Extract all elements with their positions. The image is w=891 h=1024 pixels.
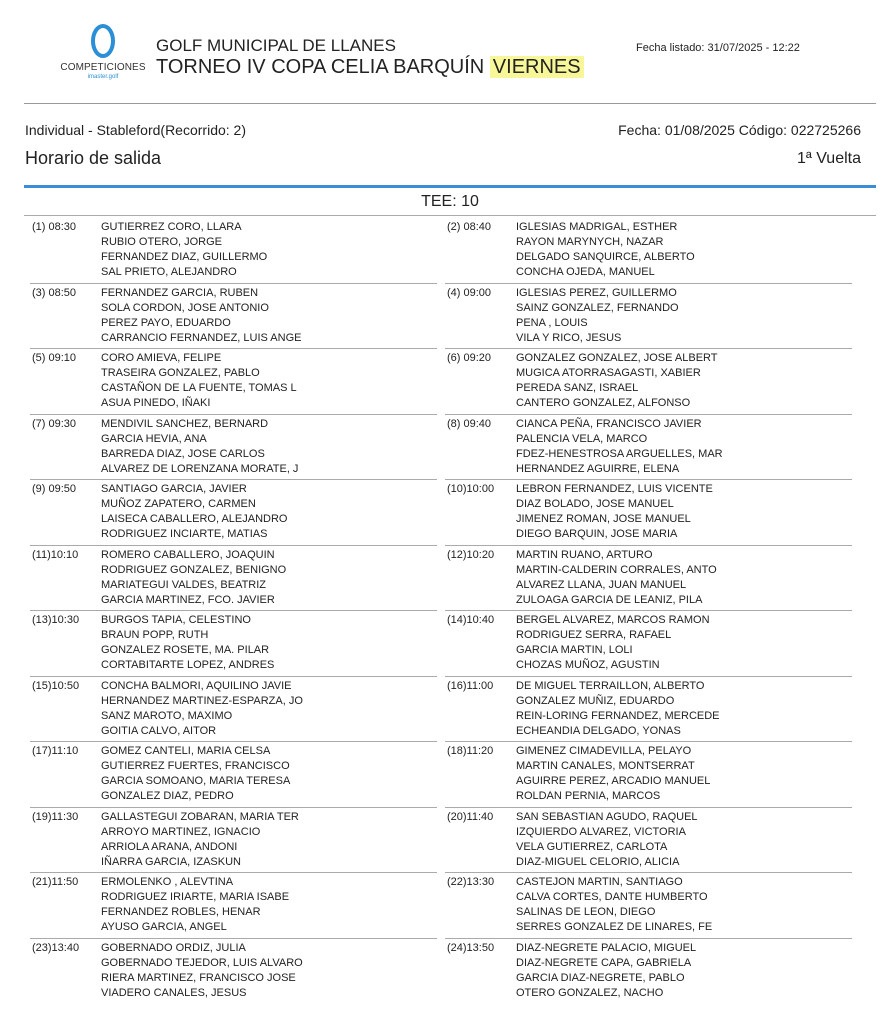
player-name: VIADERO CANALES, JESUS (101, 986, 247, 999)
tee-group (30, 810, 445, 876)
player-name: CONCHA OJEDA, MANUEL (516, 266, 655, 278)
player-name: FERNANDEZ GARCIA, RUBEN (101, 286, 259, 299)
tee-divider (24, 215, 876, 216)
groups-row (30, 286, 860, 352)
date-and-code: Fecha: 01/08/2025 Código: 022725266 (618, 122, 861, 138)
group-players (101, 286, 301, 346)
group-time: (4) 09:00 (447, 286, 492, 299)
player-name: SALINAS DE LEON, DIEGO (516, 906, 656, 918)
player-name: CORTABITARTE LOPEZ, ANDRES (101, 659, 275, 671)
player-name: DE MIGUEL TERRAILLON, ALBERTO (516, 679, 705, 692)
group-time: (10)10:00 (447, 483, 495, 495)
group-players (101, 613, 274, 673)
player-name: ROLDAN PERNIA, MARCOS (516, 790, 661, 802)
player-name: ROMERO CABALLERO, JOAQUIN (101, 548, 275, 561)
tee-group (30, 679, 445, 745)
group-players (516, 482, 713, 542)
group-players (101, 220, 267, 280)
player-name: CASTEJON MARTIN, SANTIAGO (516, 876, 683, 888)
player-name: CANTERO GONZALEZ, ALFONSO (516, 397, 691, 409)
group-time: (1) 08:30 (32, 221, 77, 233)
player-name: GOBERNADO ORDIZ, JULIA (101, 941, 246, 954)
logo-text: COMPETICIONES (60, 62, 146, 73)
player-name: GONZALEZ GONZALEZ, JOSE ALBERT (516, 352, 718, 364)
player-name: MARTIN CANALES, MONTSERRAT (516, 760, 695, 772)
group-divider (30, 676, 437, 677)
groups-row (30, 351, 860, 417)
groups-row (30, 482, 860, 548)
group-time: (12)10:20 (447, 548, 495, 561)
player-name: GOITIA CALVO, AITOR (101, 724, 217, 737)
player-name: AGUIRRE PEREZ, ARCADIO MANUEL (516, 775, 711, 787)
player-name: ARRIOLA ARANA, ANDONI (101, 840, 238, 853)
player-name: RUBIO OTERO, JORGE (101, 236, 223, 248)
player-name: RAYON MARYNYCH, NAZAR (516, 236, 664, 248)
tee-group (445, 875, 860, 941)
group-players (516, 875, 712, 935)
player-name: MENDIVIL SANCHEZ, BERNARD (101, 417, 269, 430)
tee-group (30, 482, 445, 548)
group-time: (16)11:00 (447, 679, 494, 692)
tee-group (30, 613, 445, 679)
tee-group (30, 286, 445, 352)
group-time: (23)13:40 (32, 941, 80, 954)
player-name: VILA Y RICO, JESUS (516, 331, 622, 344)
group-divider (30, 807, 437, 808)
tee-group (30, 417, 445, 483)
group-divider (30, 479, 437, 480)
player-name: OTERO GONZALEZ, NACHO (516, 986, 664, 999)
group-divider (30, 283, 437, 284)
group-divider (445, 676, 852, 677)
group-players (101, 482, 287, 542)
group-players (516, 220, 695, 280)
tee-group (445, 286, 860, 352)
tee-group (445, 810, 860, 876)
groups-row (30, 220, 860, 286)
group-divider (445, 414, 852, 415)
group-time: (11)10:10 (32, 548, 79, 561)
player-name: SERRES GONZALEZ DE LINARES, FE (516, 921, 713, 933)
player-name: CIANCA PEÑA, FRANCISCO JAVIER (516, 417, 702, 430)
tee-label: TEE: 10 (421, 193, 479, 210)
player-name: DIAZ-NEGRETE PALACIO, MIGUEL (516, 941, 697, 954)
groups-row (30, 548, 860, 614)
player-name: ASUA PINEDO, IÑAKI (101, 397, 211, 409)
player-name: BRAUN POPP, RUTH (101, 629, 209, 641)
player-name: SAN SEBASTIAN AGUDO, RAQUEL (516, 810, 698, 823)
group-players (516, 548, 717, 608)
groups-row (30, 875, 860, 941)
player-name: BARREDA DIAZ, JOSE CARLOS (101, 447, 265, 460)
tee-group (30, 875, 445, 941)
group-players (516, 613, 710, 673)
player-name: GONZALEZ DIAZ, PEDRO (101, 790, 234, 802)
group-divider (445, 610, 852, 611)
group-time: (20)11:40 (447, 810, 494, 823)
player-name: DELGADO SANQUIRCE, ALBERTO (516, 251, 695, 263)
group-players (516, 417, 723, 477)
group-divider (30, 348, 437, 349)
group-players (516, 286, 679, 346)
player-name: PENA , LOUIS (516, 316, 588, 329)
player-name: GARCIA SOMOANO, MARIA TERESA (101, 775, 291, 787)
player-name: IÑARRA GARCIA, IZASKUN (101, 855, 241, 868)
player-name: SOLA CORDON, JOSE ANTONIO (101, 301, 269, 314)
group-players (101, 875, 289, 935)
player-name: ALVAREZ DE LORENZANA MORATE, J (101, 462, 299, 475)
group-divider (445, 479, 852, 480)
player-name: REIN-LORING FERNANDEZ, MERCEDE (516, 709, 720, 722)
player-name: GUTIERREZ CORO, LLARA (101, 221, 242, 233)
player-name: LAISECA CABALLERO, ALEJANDRO (101, 513, 288, 525)
groups-row (30, 679, 860, 745)
logo-subtext: imaster.golf (87, 74, 119, 80)
player-name: CASTAÑON DE LA FUENTE, TOMAS L (101, 382, 297, 394)
player-name: AYUSO GARCIA, ANGEL (101, 921, 227, 933)
player-name: IGLESIAS PEREZ, GUILLERMO (516, 286, 677, 299)
tee-group (445, 613, 860, 679)
groups-row (30, 744, 860, 810)
tee-group (445, 351, 860, 417)
group-players (516, 941, 696, 1001)
group-time: (13)10:30 (32, 614, 80, 626)
group-time: (19)11:30 (32, 810, 79, 823)
player-name: CONCHA BALMORI, AQUILINO JAVIE (101, 679, 292, 692)
player-name: MUÑOZ ZAPATERO, CARMEN (101, 498, 256, 510)
group-players (516, 744, 710, 804)
group-players (101, 744, 290, 804)
player-name: GIMENEZ CIMADEVILLA, PELAYO (516, 745, 692, 757)
player-name: GARCIA DIAZ-NEGRETE, PABLO (516, 971, 685, 984)
player-name: DIAZ-MIGUEL CELORIO, ALICIA (516, 855, 680, 868)
section-title: Horario de salida (25, 148, 162, 168)
tee-group (445, 941, 860, 1007)
group-players (101, 417, 298, 477)
player-name: LEBRON FERNANDEZ, LUIS VICENTE (516, 483, 713, 495)
player-name: SAINZ GONZALEZ, FERNANDO (516, 301, 679, 314)
group-players (101, 941, 303, 1001)
tee-group (445, 220, 860, 286)
group-divider (445, 872, 852, 873)
player-name: PEREZ PAYO, EDUARDO (101, 316, 231, 329)
player-name: RIERA MARTINEZ, FRANCISCO JOSE (101, 971, 296, 984)
group-divider (445, 741, 852, 742)
player-name: DIAZ BOLADO, JOSE MANUEL (516, 498, 674, 510)
group-time: (22)13:30 (447, 876, 495, 888)
tee-group (30, 220, 445, 286)
tournament-title (156, 56, 584, 78)
player-name: FDEZ-HENESTROSA ARGUELLES, MAR (516, 447, 723, 460)
player-name: MARTIN-CALDERIN CORRALES, ANTO (516, 563, 717, 576)
tee-group (30, 744, 445, 810)
tee-group (30, 351, 445, 417)
group-divider (30, 938, 437, 939)
player-name: ECHEANDIA DELGADO, YONAS (516, 724, 681, 737)
player-name: JIMENEZ ROMAN, JOSE MANUEL (516, 513, 691, 525)
player-name: ZULOAGA GARCIA DE LEANIZ, PILA (516, 593, 703, 606)
group-time: (21)11:50 (32, 876, 79, 888)
player-name: GONZALEZ ROSETE, MA. PILAR (101, 644, 270, 656)
player-name: DIEGO BARQUIN, JOSE MARIA (516, 528, 678, 540)
player-name: CHOZAS MUÑOZ, AGUSTIN (516, 659, 660, 671)
player-name: IGLESIAS MADRIGAL, ESTHER (516, 221, 678, 233)
group-time: (3) 08:50 (32, 286, 77, 299)
group-time: (7) 09:30 (32, 417, 77, 430)
player-name: RODRIGUEZ IRIARTE, MARIA ISABE (101, 891, 290, 903)
player-name: RODRIGUEZ INCIARTE, MATIAS (101, 528, 268, 540)
group-divider (30, 872, 437, 873)
group-time: (14)10:40 (447, 614, 495, 626)
player-name: GOBERNADO TEJEDOR, LUIS ALVARO (101, 956, 303, 969)
player-name: MARTIN RUANO, ARTURO (516, 548, 653, 561)
player-name: GOMEZ CANTELI, MARIA CELSA (101, 745, 271, 757)
player-name: BURGOS TAPIA, CELESTINO (101, 614, 251, 626)
group-divider (445, 348, 852, 349)
group-players (516, 810, 698, 870)
group-players (516, 351, 718, 411)
group-time: (24)13:50 (447, 941, 495, 954)
tournament-title-highlight: VIERNES (490, 56, 584, 78)
group-players (101, 679, 303, 739)
groups-row (30, 417, 860, 483)
player-name: HERNANDEZ AGUIRRE, ELENA (516, 462, 680, 475)
tee-group (445, 679, 860, 745)
player-name: FERNANDEZ ROBLES, HENAR (101, 906, 261, 918)
group-time: (8) 09:40 (447, 417, 492, 430)
group-divider (30, 545, 437, 546)
group-time: (2) 08:40 (447, 221, 492, 233)
player-name: CARRANCIO FERNANDEZ, LUIS ANGE (101, 331, 302, 344)
player-name: GUTIERREZ FUERTES, FRANCISCO (101, 760, 290, 772)
logo-ring-icon (88, 22, 118, 60)
player-name: RODRIGUEZ GONZALEZ, BENIGNO (101, 563, 287, 576)
group-time: (9) 09:50 (32, 483, 77, 495)
tee-group (445, 482, 860, 548)
modality: Individual - Stableford(Recorrido: 2) (25, 122, 246, 138)
player-name: SANTIAGO GARCIA, JAVIER (101, 483, 247, 495)
player-name: TRASEIRA GONZALEZ, PABLO (101, 367, 260, 379)
player-name: RODRIGUEZ SERRA, RAFAEL (516, 629, 672, 641)
player-name: GARCIA MARTINEZ, FCO. JAVIER (101, 593, 275, 606)
player-name: SANZ MAROTO, MAXIMO (101, 709, 233, 722)
player-name: GARCIA HEVIA, ANA (101, 432, 207, 445)
group-time: (18)11:20 (447, 745, 494, 757)
group-players (101, 548, 286, 608)
groups-row (30, 941, 860, 1007)
round-label: 1ª Vuelta (796, 150, 861, 167)
tee-group (445, 417, 860, 483)
group-players (101, 351, 297, 411)
player-name: BERGEL ALVAREZ, MARCOS RAMON (516, 614, 710, 626)
group-time: (6) 09:20 (447, 352, 492, 364)
group-divider (445, 283, 852, 284)
tee-times-grid (30, 220, 860, 1006)
player-name: CORO AMIEVA, FELIPE (101, 352, 222, 364)
player-name: IZQUIERDO ALVAREZ, VICTORIA (516, 825, 686, 838)
player-name: HERNANDEZ MARTINEZ-ESPARZA, JO (101, 694, 303, 707)
player-name: GALLASTEGUI ZOBARAN, MARIA TER (101, 810, 299, 823)
player-name: GARCIA MARTIN, LOLI (516, 644, 633, 656)
accent-divider (24, 185, 876, 188)
group-divider (30, 741, 437, 742)
groups-row (30, 810, 860, 876)
group-time: (17)11:10 (32, 745, 79, 757)
group-time: (5) 09:10 (32, 352, 77, 364)
tee-group (445, 744, 860, 810)
group-divider (30, 414, 437, 415)
player-name: DIAZ-NEGRETE CAPA, GABRIELA (516, 956, 692, 969)
group-divider (445, 545, 852, 546)
player-name: VELA GUTIERREZ, CARLOTA (516, 840, 668, 853)
group-time: (15)10:50 (32, 679, 80, 692)
player-name: FERNANDEZ DIAZ, GUILLERMO (101, 251, 268, 263)
group-divider (445, 807, 852, 808)
group-players (516, 679, 720, 739)
tournament-title-main: TORNEO IV COPA CELIA BARQUÍN (156, 56, 485, 78)
player-name: PEREDA SANZ, ISRAEL (516, 382, 639, 394)
player-name: GONZALEZ MUÑIZ, EDUARDO (516, 694, 675, 707)
club-name: GOLF MUNICIPAL DE LLANES (156, 36, 396, 55)
listing-date: Fecha listado: 31/07/2025 - 12:22 (636, 42, 800, 54)
tee-group (445, 548, 860, 614)
player-name: MUGICA ATORRASAGASTI, XABIER (516, 367, 701, 379)
player-name: MARIATEGUI VALDES, BEATRIZ (101, 578, 267, 591)
group-players (101, 810, 299, 870)
group-divider (445, 938, 852, 939)
competiciones-logo (58, 22, 148, 80)
player-name: SAL PRIETO, ALEJANDRO (101, 266, 237, 278)
player-name: ERMOLENKO , ALEVTINA (101, 876, 234, 888)
tee-group (30, 941, 445, 1007)
player-name: ARROYO MARTINEZ, IGNACIO (101, 825, 261, 838)
header-divider (24, 103, 876, 104)
tee-group (30, 548, 445, 614)
player-name: ALVAREZ LLANA, JUAN MANUEL (516, 578, 687, 591)
player-name: CALVA CORTES, DANTE HUMBERTO (516, 891, 708, 903)
groups-row (30, 613, 860, 679)
player-name: PALENCIA VELA, MARCO (516, 432, 648, 445)
group-divider (30, 610, 437, 611)
